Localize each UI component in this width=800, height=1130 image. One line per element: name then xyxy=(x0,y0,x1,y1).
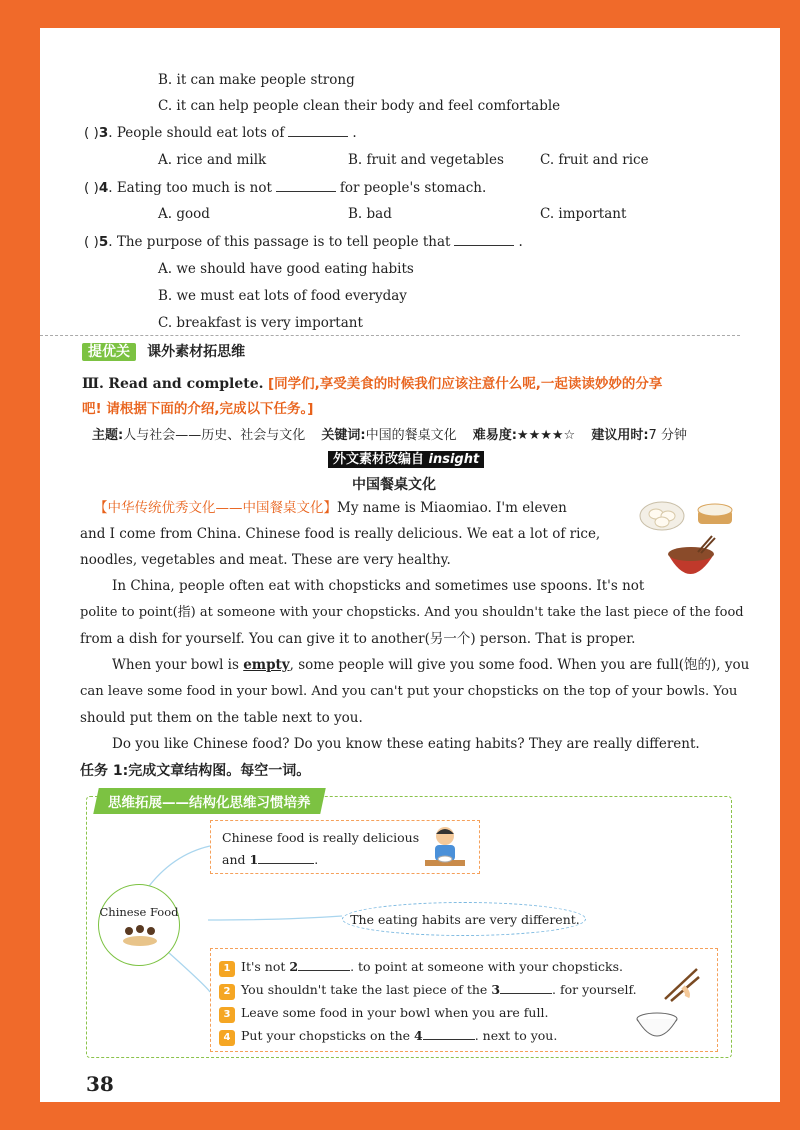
habit-text-end: . for yourself. xyxy=(552,982,637,997)
q2-option-b: B. it can make people strong xyxy=(158,72,355,88)
answer-blank[interactable] xyxy=(500,983,552,994)
habit-text: It's not xyxy=(241,959,290,974)
difficulty-label: 难易度: xyxy=(472,428,517,443)
q5-option-b: B. we must eat lots of food everyday xyxy=(158,288,407,304)
task-label: 任务 1:完成文章结构图。每空一词。 xyxy=(80,763,311,779)
section-header xyxy=(82,341,245,361)
paragraph-1-line-3: noodles, vegetables and meat. These are very healthy. xyxy=(80,552,451,568)
exercise-heading: Read and complete. xyxy=(108,376,264,392)
family-dinner-icon xyxy=(121,923,159,947)
blank-number: 3 xyxy=(491,982,501,997)
blank-prefix: and xyxy=(222,852,250,867)
badge-number: 2 xyxy=(219,984,235,1000)
answer-blank[interactable] xyxy=(454,234,514,246)
meta-line xyxy=(92,424,687,443)
habit-text: Leave some food in your bowl when you are full. xyxy=(241,1005,549,1020)
habit-item xyxy=(219,1005,548,1023)
difficulty-stars: ★★★★☆ xyxy=(516,428,576,443)
q3-option-a: A. rice and milk xyxy=(158,152,267,168)
question-number: 4 xyxy=(98,180,109,196)
q5-option-a: A. we should have good eating habits xyxy=(158,261,414,277)
answer-paren[interactable]: ( ) xyxy=(84,234,99,250)
section-divider xyxy=(40,314,740,336)
paragraph-3-line-3: should put them on the table next to you. xyxy=(80,710,363,726)
paragraph-3-line-2: can leave some food in your bowl. And you can't put your chopsticks on the top of your bowls. You xyxy=(80,684,738,699)
answer-paren[interactable]: ( ) xyxy=(84,180,99,196)
instructions-line-2: 吧! 请根据下面的介绍,完成以下任务。] xyxy=(82,401,314,417)
paragraph-2-line-1: In China, people often eat with chopsticks and sometimes use spoons. It's not xyxy=(112,578,645,594)
q3-option-b: B. fruit and vegetables xyxy=(348,152,504,168)
q4-option-a: A. good xyxy=(158,206,210,222)
mind-map-title-text: 思维拓展——结构化思维习惯培养 xyxy=(108,795,311,811)
time-value: 7 分钟 xyxy=(648,428,687,443)
delicious-box xyxy=(210,820,480,874)
source-prefix: 外文素材改编自 xyxy=(333,452,429,467)
habits-text: The eating habits are very different. xyxy=(350,912,580,927)
paragraph-2-line-3: from a dish for yourself. You can give it to another(另一个) person. That is proper. xyxy=(80,631,636,647)
habit-text: You shouldn't take the last piece of the xyxy=(241,982,492,997)
section-title: 课外素材拓思维 xyxy=(147,344,246,360)
q4-row xyxy=(84,180,486,196)
question-stem-end: . xyxy=(518,234,523,250)
source-tag xyxy=(328,448,484,467)
empty-bowl-icon xyxy=(635,1009,679,1043)
section-tag: 提优关 xyxy=(82,343,136,361)
badge-number: 1 xyxy=(219,961,235,977)
instructions-line-1 xyxy=(82,372,662,392)
food-illustration xyxy=(638,494,742,594)
blank-number: 4 xyxy=(414,1028,423,1043)
question-stem-end: . xyxy=(352,125,357,141)
habit-text-end: . next to you. xyxy=(474,1028,558,1043)
answer-blank[interactable] xyxy=(423,1029,475,1040)
theme-label: 主题: xyxy=(92,428,124,443)
time-label: 建议用时: xyxy=(591,428,649,443)
chopsticks-icon xyxy=(661,963,701,1003)
q5-option-c: C. breakfast is very important xyxy=(158,315,363,331)
passage-title: 中国餐桌文化 xyxy=(352,477,436,493)
blank-suffix: . xyxy=(314,852,319,867)
question-stem-end: for people's stomach. xyxy=(339,180,487,196)
answer-blank[interactable] xyxy=(276,180,336,192)
delicious-blank-line xyxy=(222,852,318,867)
answer-blank[interactable] xyxy=(258,853,314,864)
habit-item xyxy=(219,982,637,1000)
instructions: [同学们,享受美食的时候我们应该注意什么呢,一起读读妙妙的分享 xyxy=(267,376,663,392)
dumplings-plate-icon xyxy=(640,502,684,530)
q4-option-b: B. bad xyxy=(348,206,392,222)
roman-numeral: Ⅲ. xyxy=(82,376,104,392)
highlighted-word: empty xyxy=(243,657,290,673)
center-node-label: Chinese Food xyxy=(99,905,179,919)
habit-item xyxy=(219,959,623,977)
badge-number: 3 xyxy=(219,1007,235,1023)
delicious-text: Chinese food is really delicious xyxy=(222,830,420,845)
answer-paren[interactable]: ( ) xyxy=(84,125,99,141)
question-stem: . Eating too much is not xyxy=(108,180,272,196)
paragraph-text: My name is Miaomiao. I'm eleven xyxy=(337,500,567,516)
paragraph-2-line-2: polite to point(指) at someone with your chopsticks. And you shouldn't take the last piece of the food xyxy=(80,605,744,620)
habit-text: Put your chopsticks on the xyxy=(241,1028,415,1043)
paragraph-3-line-1 xyxy=(112,652,749,678)
question-number: 3 xyxy=(98,125,109,141)
theme-value: 人与社会——历史、社会与文化 xyxy=(123,428,306,443)
q4-option-c: C. important xyxy=(540,206,627,222)
q3-row xyxy=(84,125,357,141)
badge-number: 4 xyxy=(219,1030,235,1046)
habit-item xyxy=(219,1028,557,1046)
q2-option-c: C. it can help people clean their body and feel comfortable xyxy=(158,98,561,114)
blank-number: 1 xyxy=(249,852,259,867)
blank-number: 2 xyxy=(289,959,299,974)
center-node xyxy=(98,884,180,966)
q5-row xyxy=(84,234,523,250)
paragraph-1-line-2: and I come from China. Chinese food is really delicious. We eat a lot of rice, xyxy=(80,526,601,542)
keyword-label: 关键词: xyxy=(321,428,366,443)
habits-oval xyxy=(342,902,586,936)
source-name: insight xyxy=(428,452,480,467)
steamer-buns-icon xyxy=(698,504,732,524)
culture-tag: 【中华传统优秀文化——中国餐桌文化】 xyxy=(94,500,337,516)
paragraph-4: Do you like Chinese food? Do you know these eating habits? They are really different. xyxy=(112,736,700,752)
paragraph-1-line-1 xyxy=(94,495,567,521)
noodle-bowl-icon xyxy=(668,536,715,574)
answer-blank[interactable] xyxy=(298,960,350,971)
paragraph-text: , some people will give you some food. When you are full(饱的), you xyxy=(289,657,750,673)
boy-eating-icon xyxy=(419,824,471,872)
question-number: 5 xyxy=(98,234,109,250)
question-stem: . People should eat lots of xyxy=(108,125,285,141)
q3-option-c: C. fruit and rice xyxy=(540,152,649,168)
keyword-value: 中国的餐桌文化 xyxy=(365,428,457,443)
habits-list-box xyxy=(210,948,718,1052)
answer-blank[interactable] xyxy=(288,125,348,137)
page-number: 38 xyxy=(86,1072,114,1096)
paragraph-text: When your bowl is xyxy=(112,657,244,673)
question-stem: . The purpose of this passage is to tell people that xyxy=(108,234,451,250)
habit-text-end: . to point at someone with your chopsticks. xyxy=(350,959,623,974)
